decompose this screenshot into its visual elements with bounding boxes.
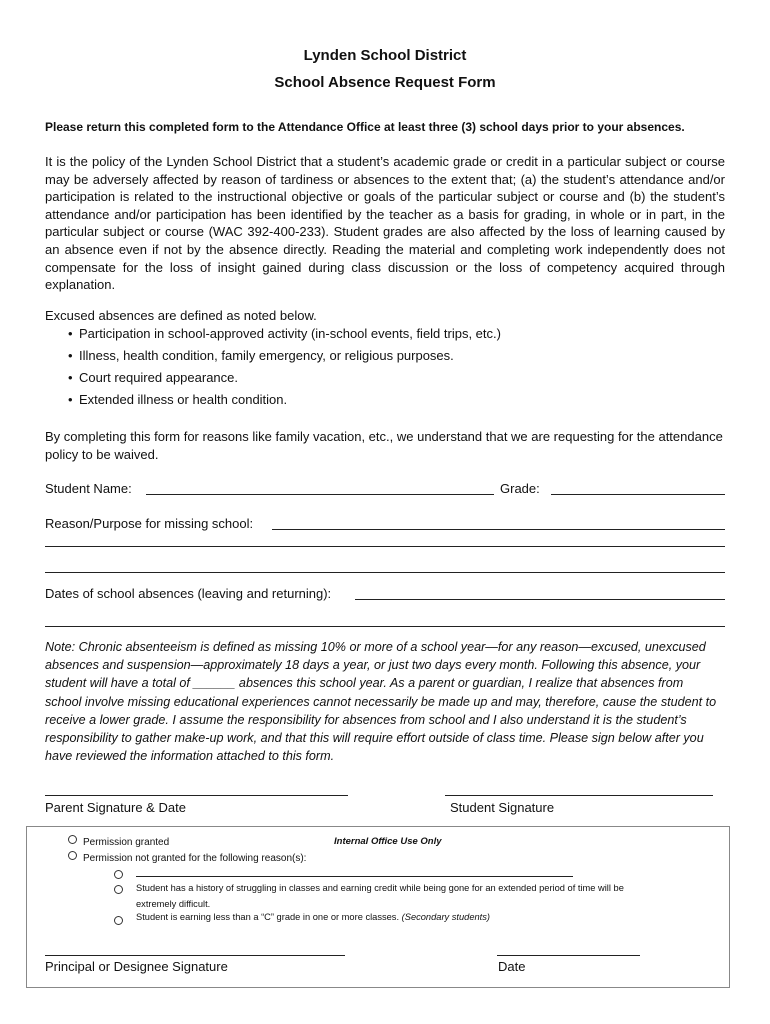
grade-field[interactable] bbox=[551, 494, 725, 495]
excused-item: • Extended illness or health condition. bbox=[68, 392, 288, 407]
reason-label: Reason/Purpose for missing school: bbox=[45, 516, 254, 531]
excused-intro: Excused absences are defined as noted below. bbox=[45, 308, 317, 323]
parent-signature-field[interactable] bbox=[45, 795, 348, 796]
principal-signature-label: Principal or Designee Signature bbox=[45, 959, 228, 974]
reason-struggling-option[interactable] bbox=[114, 882, 129, 900]
bullet-icon: • bbox=[68, 370, 73, 385]
dates-field[interactable] bbox=[355, 599, 725, 600]
bullet-icon: • bbox=[68, 392, 73, 407]
reason-grade-text: Student is earning less than a “C” grade in one or more classes. (Secondary students) bbox=[136, 912, 491, 922]
reason-field-line[interactable] bbox=[45, 546, 725, 547]
reason-field[interactable] bbox=[272, 529, 725, 530]
radio-circle-icon[interactable] bbox=[114, 916, 123, 925]
principal-date-field[interactable] bbox=[497, 955, 640, 956]
bullet-icon: • bbox=[68, 326, 73, 341]
dates-field-line[interactable] bbox=[45, 626, 725, 627]
permission-not-granted-option[interactable]: Permission not granted for the following reason(s): bbox=[68, 851, 306, 864]
student-name-field[interactable] bbox=[146, 494, 494, 495]
reason-field-line[interactable] bbox=[45, 572, 725, 573]
principal-date-label: Date bbox=[498, 959, 526, 974]
radio-circle-icon[interactable] bbox=[114, 870, 123, 879]
reason-grade-option[interactable] bbox=[114, 913, 129, 931]
return-instruction: Please return this completed form to the Attendance Office at least three (3) school days prior to your absences. bbox=[45, 120, 685, 134]
excused-item: • Participation in school-approved activity (in-school events, field trips, etc.) bbox=[68, 326, 501, 341]
principal-signature-field[interactable] bbox=[45, 955, 345, 956]
radio-circle-icon[interactable] bbox=[68, 851, 77, 860]
permission-granted-option[interactable]: Permission granted bbox=[68, 835, 169, 848]
district-title: Lynden School District bbox=[303, 47, 467, 64]
parent-signature-label: Parent Signature & Date bbox=[45, 800, 186, 815]
student-signature-label: Student Signature bbox=[450, 800, 555, 815]
radio-circle-icon[interactable] bbox=[114, 885, 123, 894]
reason-struggling-text: Student has a history of struggling in classes and earning credit while being gone for an extended period of time will be extremely difficult. bbox=[136, 883, 624, 909]
office-use-heading: Internal Office Use Only bbox=[334, 836, 442, 847]
grade-label: Grade: bbox=[500, 481, 540, 496]
excused-item: • Illness, health condition, family emergency, or religious purposes. bbox=[68, 348, 454, 363]
form-title: School Absence Request Form bbox=[274, 74, 496, 91]
reason-other-field[interactable] bbox=[136, 876, 573, 877]
dates-label: Dates of school absences (leaving and returning): bbox=[45, 586, 332, 601]
policy-paragraph: It is the policy of the Lynden School District that a student’s academic grade or credit in a particular subject or course may be adversely affected by reason of tardiness or absences to the extent that; (a) the student’s attendance and/or participation is related to the instructional objective or goals of the particular subject or course and (b) the student’s attendance and/or participation has been identified by the teacher as a basis for grading, in whole or in part, in the particular subject or course (WAC 392-400-233). Student grades are also affected by the loss of learning caused by an absence even if not by the absence directly. Reading the material and completing work independently does not compensate for the loss of insight gained during class discussion or the loss of competency acquired through explanation. bbox=[45, 154, 725, 293]
student-name-label: Student Name: bbox=[45, 481, 132, 496]
student-signature-field[interactable] bbox=[445, 795, 713, 796]
chronic-absenteeism-note: Note: Chronic absenteeism is defined as missing 10% or more of a school year—for any reason—excused, unexcused absences and suspension—approximately 18 days a year, or just two days every month. Following this absence, your student will have a total of ______ absences this school year. As a parent or guardian, I realize that absences from school involve missing educational experiences cannot necessarily be made up and may, therefore, cause the student to receive a lower grade. I assume the responsibility for absences from school and I also understand it is the student’s responsibility to gather make-up work, and that this will require effort outside of class time. Please sign below after you have reviewed the information attached to this form. bbox=[45, 640, 717, 764]
bullet-icon: • bbox=[68, 348, 73, 363]
excused-item: • Court required appearance. bbox=[68, 370, 238, 385]
waiver-paragraph: By completing this form for reasons like family vacation, etc., we understand that we are requesting for the attendance policy to be waived. bbox=[45, 429, 723, 462]
radio-circle-icon[interactable] bbox=[68, 835, 77, 844]
